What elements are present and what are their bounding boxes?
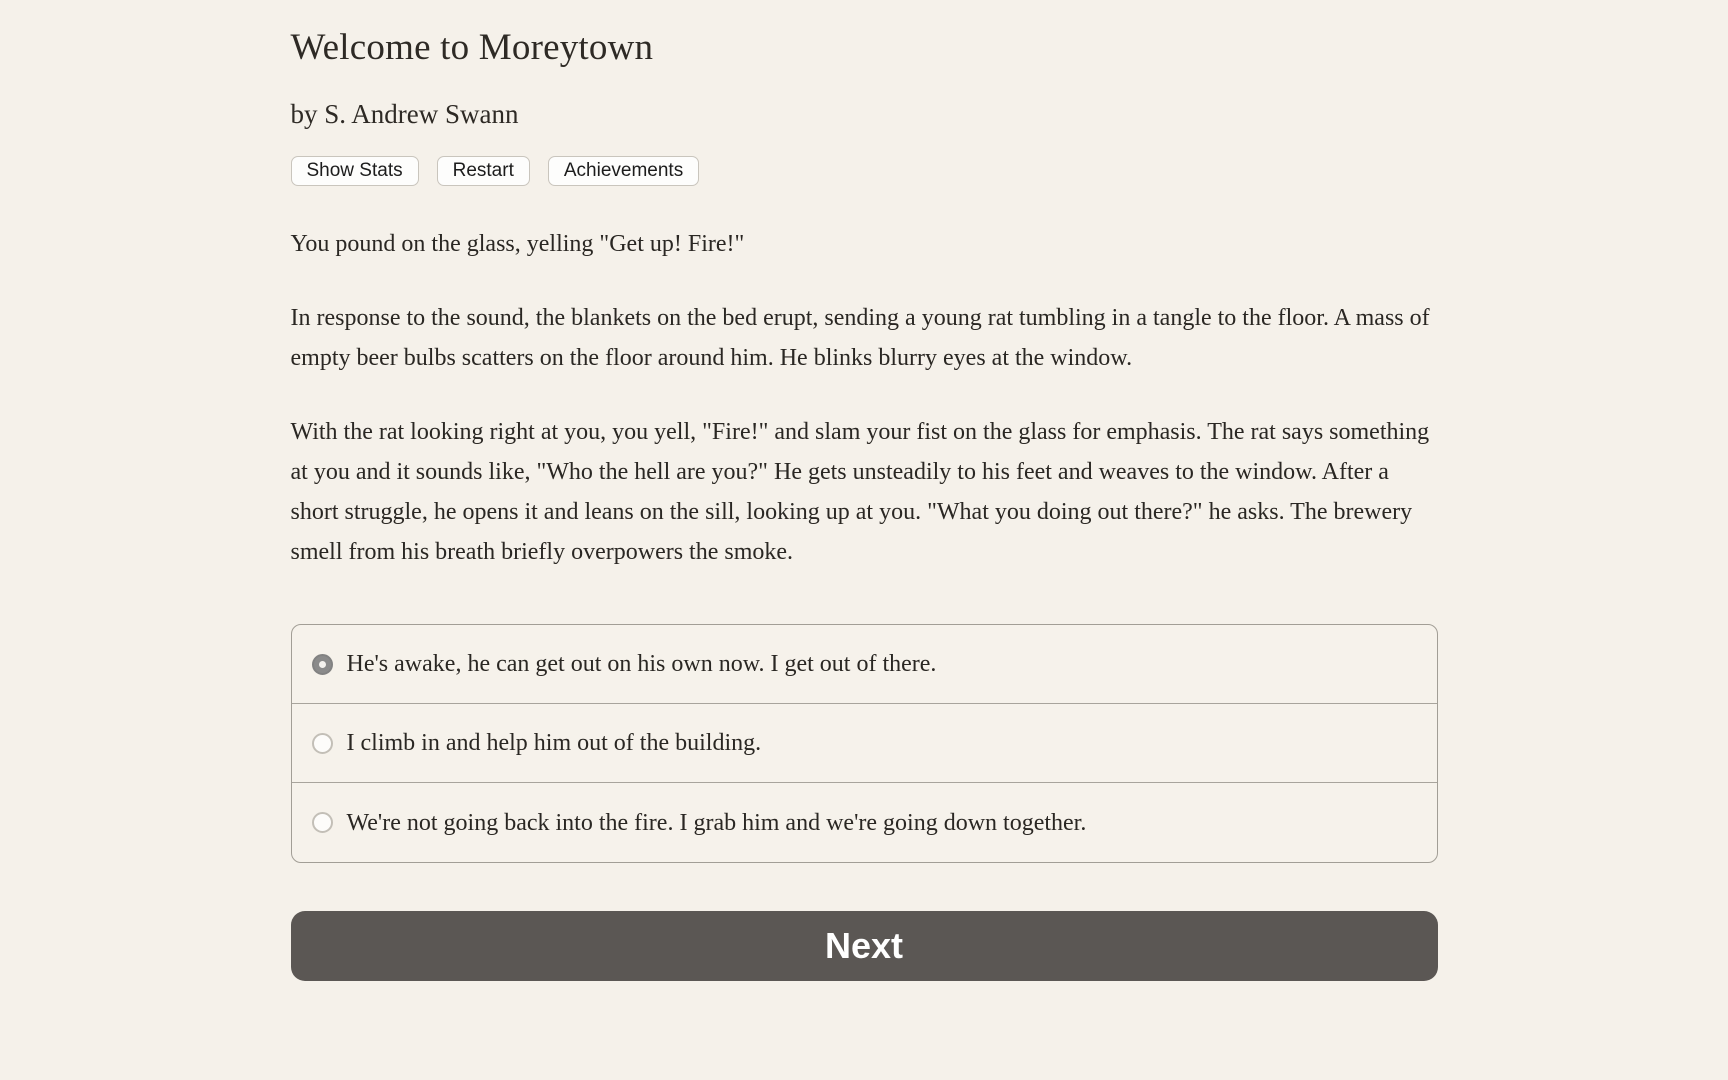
next-button[interactable]: Next — [291, 911, 1438, 981]
story-paragraph: In response to the sound, the blankets on the bed erupt, sending a young rat tumbling in a tangle to the floor. A mass of empty beer bulbs scatters on the floor around him. He blinks blurry eyes at the window. — [290, 305, 1430, 371]
story-paragraph: You pound on the glass, yelling "Get up! Fire!" — [290, 231, 745, 257]
page-byline: by S. Andrew Swann — [290, 99, 519, 129]
choice-label: He's awake, he can get out on his own now. I get out of there. — [346, 651, 937, 677]
toolbar — [291, 156, 1438, 186]
achievements-button[interactable]: Achievements — [548, 156, 699, 186]
radio-icon[interactable] — [312, 733, 333, 754]
choice-option-3[interactable] — [292, 783, 1437, 862]
choice-list — [291, 624, 1438, 863]
story-page — [291, 0, 1438, 981]
restart-button[interactable]: Restart — [437, 156, 530, 186]
choice-option-1[interactable] — [292, 625, 1437, 704]
show-stats-button[interactable]: Show Stats — [291, 156, 419, 186]
radio-icon[interactable] — [312, 812, 333, 833]
choice-label: I climb in and help him out of the building. — [346, 730, 762, 756]
choice-option-2[interactable] — [292, 704, 1437, 783]
radio-icon[interactable] — [312, 654, 333, 675]
story-text — [291, 224, 1438, 572]
page-title: Welcome to Moreytown — [290, 27, 654, 68]
choice-label: We're not going back into the fire. I grab him and we're going down together. — [346, 809, 1087, 836]
story-paragraph: With the rat looking right at you, you yell, "Fire!" and slam your fist on the glass for emphasis. The rat says something at you and it sounds like, "Who the hell are you?" He gets unsteadily to his feet and weaves to the window. After a short struggle, he opens it and leans on the sill, looking up at you. "What you doing out there?" he asks. The brewery smell from his breath briefly overpowers the smoke. — [290, 419, 1430, 565]
